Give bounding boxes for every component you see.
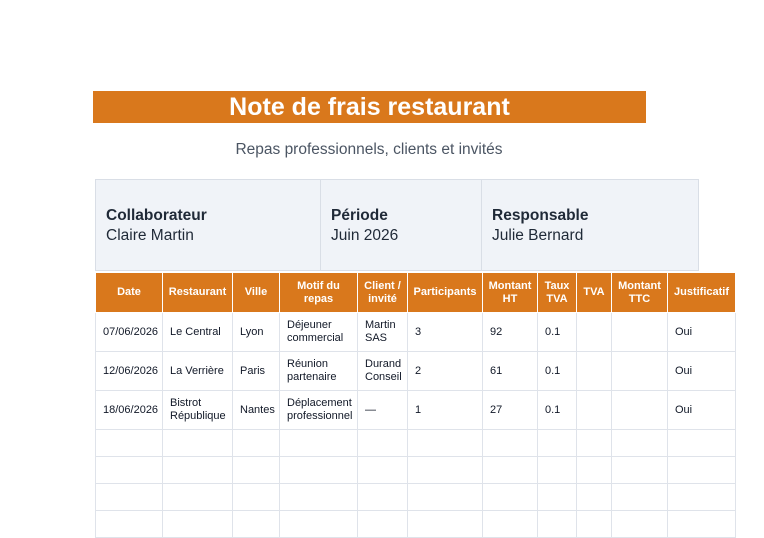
column-header: Date (96, 273, 163, 313)
table-cell: La Verrière (163, 352, 233, 391)
table-cell (612, 391, 668, 430)
table-cell: Bistrot République (163, 391, 233, 430)
table-cell: Martin SAS (358, 313, 408, 352)
periode-label: Période (331, 207, 388, 224)
document-title (93, 91, 646, 123)
table-cell: 2 (408, 352, 483, 391)
table-cell: Déplacement professionnel (280, 391, 358, 430)
column-header: Justificatif (668, 273, 736, 313)
table-cell: Lyon (233, 313, 280, 352)
column-header: Taux TVA (538, 273, 577, 313)
column-header: Ville (233, 273, 280, 313)
table-row (96, 313, 736, 352)
table-row-empty (96, 430, 736, 457)
table-cell: 92 (483, 313, 538, 352)
table-cell: — (358, 391, 408, 430)
column-header: Participants (408, 273, 483, 313)
table-row-empty (96, 484, 736, 511)
table-cell (577, 352, 612, 391)
responsable-label: Responsable (492, 207, 589, 224)
table-cell: 07/06/2026 (96, 313, 163, 352)
table-cell: Oui (668, 313, 736, 352)
column-header: TVA (577, 273, 612, 313)
responsable-value: Julie Bernard (492, 227, 584, 244)
periode-cell (321, 180, 482, 270)
column-header: Motif du repas (280, 273, 358, 313)
table-cell: 0.1 (538, 352, 577, 391)
responsable-cell (482, 180, 698, 270)
table-cell: 18/06/2026 (96, 391, 163, 430)
table-cell: 3 (408, 313, 483, 352)
collaborateur-value: Claire Martin (106, 227, 194, 244)
info-panel (95, 179, 699, 271)
table-row (96, 391, 736, 430)
table-cell: Durand Conseil (358, 352, 408, 391)
table-cell: Réunion partenaire (280, 352, 358, 391)
collaborateur-cell (96, 180, 321, 270)
table-cell: 0.1 (538, 313, 577, 352)
column-header: Montant TTC (612, 273, 668, 313)
table-row-empty (96, 457, 736, 484)
table-cell: Oui (668, 391, 736, 430)
table-cell: Nantes (233, 391, 280, 430)
table-row-empty (96, 511, 736, 538)
periode-value: Juin 2026 (331, 227, 399, 244)
table-cell: 1 (408, 391, 483, 430)
table-cell (577, 391, 612, 430)
table-row (96, 352, 736, 391)
document-subtitle: Repas professionnels, clients et invités (235, 141, 503, 158)
table-cell: 12/06/2026 (96, 352, 163, 391)
table-cell: 61 (483, 352, 538, 391)
table-cell (612, 313, 668, 352)
table-cell (612, 352, 668, 391)
table-cell: Oui (668, 352, 736, 391)
table-cell: Paris (233, 352, 280, 391)
title-text: Note de frais restaurant (229, 92, 510, 121)
table-cell: 27 (483, 391, 538, 430)
table-cell (577, 313, 612, 352)
column-header: Client / invité (358, 273, 408, 313)
table-cell: 0.1 (538, 391, 577, 430)
table-cell: Le Central (163, 313, 233, 352)
table-cell: Déjeuner commercial (280, 313, 358, 352)
column-header: Restaurant (163, 273, 233, 313)
collaborateur-label: Collaborateur (106, 207, 207, 224)
expenses-table (95, 272, 736, 538)
column-header: Montant HT (483, 273, 538, 313)
table-header-row (96, 273, 736, 313)
